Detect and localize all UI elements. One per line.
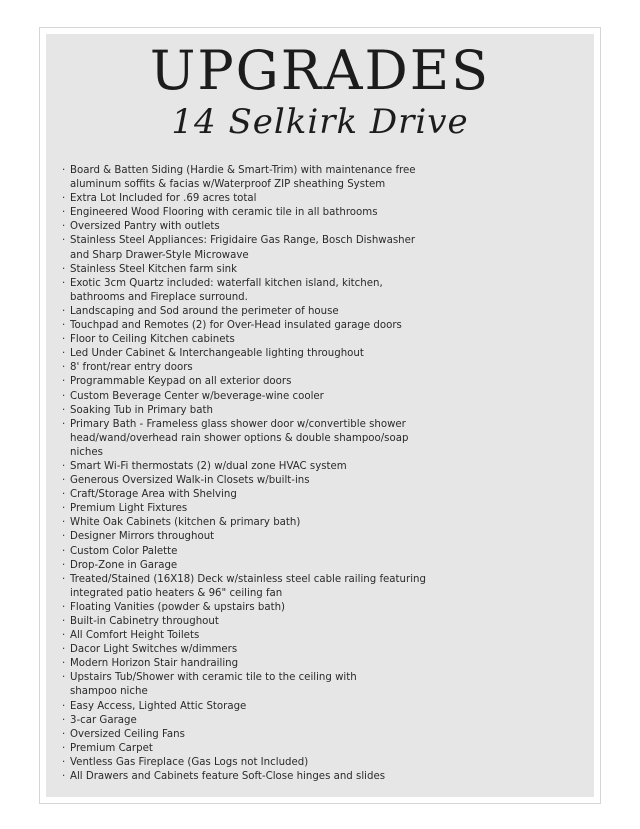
upgrade-item-line: · Stainless Steel Appliances: Frigidaire Gas Range, Bosch Dishwasher <box>70 235 416 247</box>
upgrade-item-line: · Exotic 3cm Quartz included: waterfall kitchen island, kitchen, <box>70 277 383 289</box>
upgrade-item-line: · Built-in Cabinetry throughout <box>70 616 219 627</box>
upgrade-item <box>62 629 582 643</box>
upgrade-item <box>62 474 582 488</box>
upgrade-item <box>62 390 582 404</box>
upgrade-item-line: · Custom Color Palette <box>70 545 178 557</box>
upgrade-item <box>62 164 582 192</box>
upgrade-item <box>62 671 582 699</box>
upgrade-item <box>62 770 582 784</box>
upgrade-item <box>62 404 582 418</box>
upgrade-item <box>62 418 582 460</box>
upgrades-sheet <box>40 28 600 803</box>
upgrade-item <box>62 601 582 615</box>
upgrade-item-line: shampoo niche <box>70 686 148 698</box>
upgrade-item-line: niches <box>70 446 103 458</box>
upgrade-item <box>62 573 582 601</box>
upgrade-item <box>62 559 582 573</box>
upgrade-item-line: · 3-car Garage <box>70 714 137 726</box>
upgrade-item-line: · Floor to Ceiling Kitchen cabinets <box>70 334 235 346</box>
upgrade-item-line: · Treated/Stained (16X18) Deck w/stainless steel cable railing featuring <box>70 573 426 585</box>
upgrade-item-line: · Oversized Ceiling Fans <box>70 728 185 740</box>
upgrade-item-line: · All Drawers and Cabinets feature Soft-Close hinges and slides <box>70 771 386 783</box>
upgrade-item <box>62 615 582 629</box>
upgrade-item <box>62 192 582 206</box>
upgrade-item <box>62 220 582 234</box>
upgrade-item-line: bathrooms and Fireplace surround. <box>70 291 248 303</box>
upgrade-item-line: · Smart Wi-Fi thermostats (2) w/dual zone HVAC system <box>70 460 347 472</box>
upgrade-item <box>62 263 582 277</box>
upgrade-item-line: · Primary Bath - Frameless glass shower door w/convertible shower <box>70 418 406 430</box>
upgrade-item <box>62 502 582 516</box>
upgrade-item <box>62 700 582 714</box>
upgrade-item <box>62 206 582 220</box>
upgrade-item-line: · Led Under Cabinet & Interchangeable lighting throughout <box>70 348 364 360</box>
upgrade-item-line: · Soaking Tub in Primary bath <box>70 404 213 416</box>
upgrade-item-line: · Landscaping and Sod around the perimeter of house <box>70 305 339 317</box>
upgrade-item <box>62 657 582 671</box>
upgrade-item-line: · All Comfort Height Toilets <box>70 630 200 642</box>
upgrade-item-line: · Dacor Light Switches w/dimmers <box>70 644 238 656</box>
upgrade-item-line: · Custom Beverage Center w/beverage-wine cooler <box>70 390 324 402</box>
upgrade-item-line: · Generous Oversized Walk-in Closets w/built-ins <box>70 475 310 487</box>
upgrade-item-line: · White Oak Cabinets (kitchen & primary bath) <box>70 517 301 529</box>
upgrade-item <box>62 460 582 474</box>
upgrade-item-line: · Floating Vanities (powder & upstairs bath) <box>70 601 286 613</box>
upgrade-item <box>62 234 582 262</box>
upgrade-item <box>62 714 582 728</box>
upgrade-item <box>62 516 582 530</box>
property-address: 14 Selkirk Drive <box>171 102 469 142</box>
upgrade-item-line: · Premium Carpet <box>70 742 153 754</box>
upgrade-item-line: integrated patio heaters & 96" ceiling fan <box>70 587 283 599</box>
upgrade-item-line: aluminum soffits & facias w/Waterproof ZIP sheathing System <box>70 179 386 191</box>
upgrade-item <box>62 530 582 544</box>
upgrade-item-line: · Touchpad and Remotes (2) for Over-Head insulated garage doors <box>70 320 402 332</box>
upgrade-item <box>62 361 582 375</box>
upgrade-item <box>62 545 582 559</box>
upgrade-item <box>62 319 582 333</box>
page-title: UPGRADES <box>149 39 491 102</box>
upgrade-item-line: · Programmable Keypad on all exterior doors <box>70 376 292 388</box>
upgrade-item-line: · Upstairs Tub/Shower with ceramic tile to the ceiling with <box>70 672 357 684</box>
upgrade-item-line: · Easy Access, Lighted Attic Storage <box>70 700 247 712</box>
upgrade-item <box>62 488 582 502</box>
upgrades-list <box>62 164 582 784</box>
upgrade-item-line: head/wand/overhead rain shower options & double shampoo/soap <box>70 432 409 444</box>
upgrade-item-line: · Extra Lot Included for .69 acres total <box>70 193 257 205</box>
upgrade-item-line: · Premium Light Fixtures <box>70 503 188 515</box>
upgrade-item-line: · 8' front/rear entry doors <box>70 362 193 374</box>
upgrade-item-line: · Stainless Steel Kitchen farm sink <box>70 263 238 275</box>
upgrade-item <box>62 333 582 347</box>
upgrade-item <box>62 728 582 742</box>
upgrade-item-line: · Engineered Wood Flooring with ceramic tile in all bathrooms <box>70 207 378 219</box>
upgrade-item <box>62 347 582 361</box>
upgrade-item <box>62 375 582 389</box>
upgrade-item <box>62 742 582 756</box>
upgrade-item-line: · Modern Horizon Stair handrailing <box>70 658 239 670</box>
upgrade-item-line: · Drop-Zone in Garage <box>70 559 178 571</box>
upgrade-item-line: · Designer Mirrors throughout <box>70 531 215 543</box>
upgrade-item-line: · Oversized Pantry with outlets <box>70 221 220 233</box>
upgrade-item-line: · Craft/Storage Area with Shelving <box>70 489 237 501</box>
upgrade-item <box>62 277 582 305</box>
upgrade-item <box>62 305 582 319</box>
upgrade-item-line: and Sharp Drawer-Style Microwave <box>70 249 249 261</box>
upgrade-item <box>62 756 582 770</box>
upgrade-item-line: · Ventless Gas Fireplace (Gas Logs not Included) <box>70 756 309 768</box>
upgrade-item-line: · Board & Batten Siding (Hardie & Smart-Trim) with maintenance free <box>70 165 416 176</box>
upgrade-item <box>62 643 582 657</box>
